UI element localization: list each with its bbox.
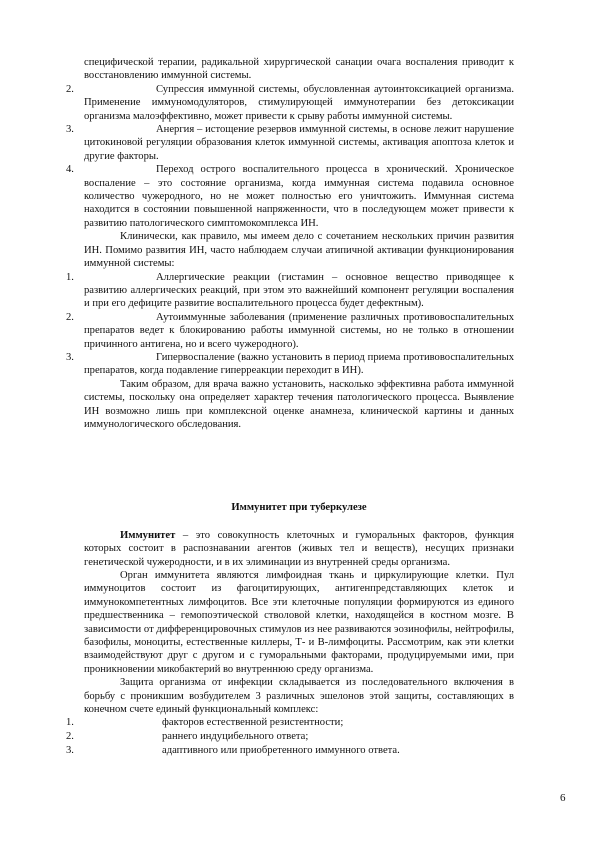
section-gap xyxy=(84,431,514,501)
list-number: 1. xyxy=(66,271,74,283)
list-number: 2. xyxy=(66,83,74,95)
organs-paragraph: Орган иммунитета являются лимфоидная ткань и циркулирующие клетки. Пул иммуноцитов состоит из фагоцитирующих, антигенпредставляющих клеток и иммунокомпетентных лимфоцитов. Все эти клеточные популяции формируются из единого предшественника – гемопоэтической стволовой клетки, находящейся в костном мозге. В зависимости от дифференцировочных стимулов из нее развиваются эозинофилы, нейтрофилы, базофилы, моноциты, естественные киллеры, Т- и В-лимфоциты. Рассмотрим, как эти клетки взаимодействуют друг с другом и с гуморальными факторами, продуцируемыми ими, при проникновении микобактерий во внутреннюю среду организма. xyxy=(84,570,514,675)
list-item xyxy=(66,163,514,230)
list-text: Аллергические реакции (гистамин – основное вещество приводящее к развитию аллергических реакций, при этом это важнейший компонент регуляции воспаления и при его дефиците развитие воспалительного процесса будет дефектным). xyxy=(84,271,514,310)
section-heading: Иммунитет при туберкулезе xyxy=(231,502,367,514)
list-text: адаптивного или приобретенного иммунного ответа. xyxy=(162,745,400,757)
list-text: Анергия – истощение резервов иммунной системы, в основе лежит нарушение цитокиновой регуляции образования клеток иммунной системы, активация апоптоза клеток и другие факторы. xyxy=(84,124,514,162)
list-item xyxy=(66,730,514,744)
clinical-paragraph: Клинически, как правило, мы имеем дело с сочетанием нескольких причин развития ИН. Помимо развития ИН, часто наблюдаем случаи атипичной активации функционирования иммунной системы: xyxy=(84,231,514,270)
list-number: 3. xyxy=(66,351,74,363)
list-text: Аутоиммунные заболевания (применение различных противовоспалительных препаратов ведет к блокированию работы иммунной системы, но не только в отношении причинного антигена, но и всего чужеродного). xyxy=(84,311,514,350)
list-number: 2. xyxy=(66,311,74,323)
definition-text: – это совокупность клеточных и гуморальных факторов, функция которых состоит в распознавании агентов (живых тел и веществ), несущих признаки генетической чужеродности, и в их элиминации из внутренней среды организма. xyxy=(84,529,514,568)
list-text: Гипервоспаление (важно установить в период приема противовоспалительных препаратов, когда подавление гиперреакции переходит в ИН). xyxy=(84,351,514,377)
page-body xyxy=(66,56,514,758)
list-item xyxy=(66,351,514,378)
list-item xyxy=(66,271,514,311)
list-item xyxy=(66,744,514,758)
list-number: 1. xyxy=(66,717,74,729)
defense-paragraph: Защита организма от инфекции складывается из последовательного включения в борьбу с проникшим возбудителем 3 различных эшелонов этой защиты, составляющих в конечном счете единый функциональный комплекс: xyxy=(84,677,514,716)
list-item xyxy=(66,311,514,351)
list-item xyxy=(66,123,514,163)
list-number: 3. xyxy=(66,745,74,757)
list-text: Переход острого воспалительного процесса в хронический. Хроническое воспаление – это состояние организма, когда иммунная система подавила основное количество чужеродного, но не может полностью его уничтожить. Иммунная система находится в состоянии повышенной напряженности, что в последующем может привести к развитию патологического симптомокомплекса ИН. xyxy=(84,164,514,229)
list-item xyxy=(66,83,514,123)
list-number: 3. xyxy=(66,124,74,136)
list-item xyxy=(66,716,514,730)
list-text: раннего индуцибельного ответа; xyxy=(162,731,309,743)
defined-term: Иммунитет xyxy=(120,529,176,541)
page-number: 6 xyxy=(560,792,566,804)
definition-paragraph xyxy=(84,529,514,569)
list-number: 2. xyxy=(66,731,74,743)
list-text: факторов естественной резистентности; xyxy=(162,717,344,729)
list-text: Супрессия иммунной системы, обусловленная аутоинтоксикацией организма. Применение иммуномодуляторов, стимулирующей иммунотерапии без детоксикации организма малоэффективно, может привести к срыву работы иммунной системы. xyxy=(84,83,514,122)
list-number: 4. xyxy=(66,164,74,176)
conclusion-paragraph: Таким образом, для врача важно установить, насколько эффективна работа иммунной системы, поскольку она определяет характер течения патологического процесса. Выявление ИН возможно лишь при комплексной оценке анамнеза, клинической картины и данных иммунологического обследования. xyxy=(84,378,514,430)
continuation-paragraph: специфической терапии, радикальной хирургической санации очага воспаления приводит к восстановлению иммунной системы. xyxy=(84,57,514,82)
